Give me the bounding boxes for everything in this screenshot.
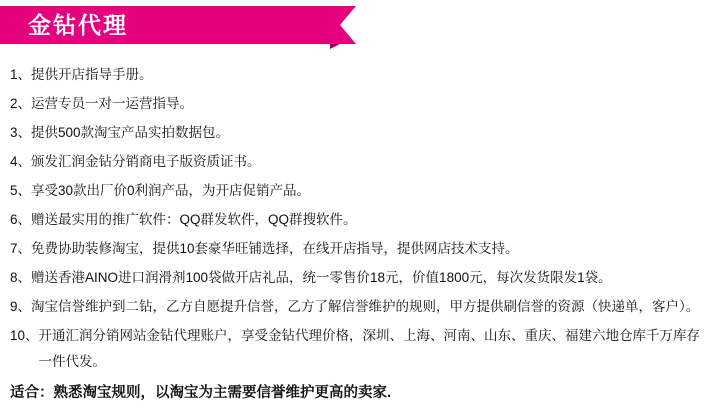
list-item [10,323,701,375]
list-item-number: 4、 [10,154,32,169]
list-item [10,294,701,320]
list-item-number: 1、 [10,67,32,82]
list-item [10,236,701,262]
list-item-text: 提供500款淘宝产品实拍数据包。 [31,125,230,140]
list-item [10,149,701,175]
list-item-text: 享受30款出厂价0利润产品，为开店促销产品。 [31,183,311,198]
list-item [10,178,701,204]
list-item [10,62,701,88]
list-item-number: 2、 [10,96,32,111]
list-item [10,207,701,233]
list-item-number: 3、 [10,125,32,140]
banner-shadow-decoration [330,44,340,49]
list-item-text: 赠送最实用的推广软件：QQ群发软件，QQ群搜软件。 [31,212,357,227]
list-item-number: 8、 [10,270,32,285]
benefits-list [0,62,715,375]
banner-shape [0,6,340,44]
list-item-text: 颁发汇润金钻分销商电子版资质证书。 [31,154,261,169]
list-item [10,120,701,146]
list-item-text: 免费协助装修淘宝，提供10套豪华旺铺选择，在线开店指导，提供网店技术支持。 [31,241,519,256]
list-item-number: 6、 [10,212,32,227]
list-item-text: 开通汇润分销网站金钻代理账户，享受金钻代理价格，深圳、上海、河南、山东、重庆、福建六地仓库千万库存一件代发。 [38,328,701,369]
list-item-text: 赠送香港AINO进口润滑剂100袋做开店礼品，统一零售价18元，价值1800元，每次发货限发1袋。 [31,270,612,285]
list-item-text: 提供开店指导手册。 [31,67,153,82]
list-item-number: 10、 [10,328,39,343]
list-item-number: 7、 [10,241,32,256]
header-banner [0,0,715,48]
list-item [10,265,701,291]
list-item-number: 9、 [10,299,32,314]
list-item-text: 淘宝信誉维护到二钻，乙方自愿提升信誉，乙方了解信誉维护的规则，甲方提供刷信誉的资源（快递单，客户）。 [31,299,700,314]
footer-note: 适合：熟悉淘宝规则，以淘宝为主需要信誉维护更高的卖家. [10,384,392,401]
banner-arrow-icon [340,6,356,44]
page-title: 金钻代理 [28,11,128,38]
list-item-text: 运营专员一对一运营指导。 [31,96,194,111]
list-item-number: 5、 [10,183,32,198]
list-item [10,91,701,117]
